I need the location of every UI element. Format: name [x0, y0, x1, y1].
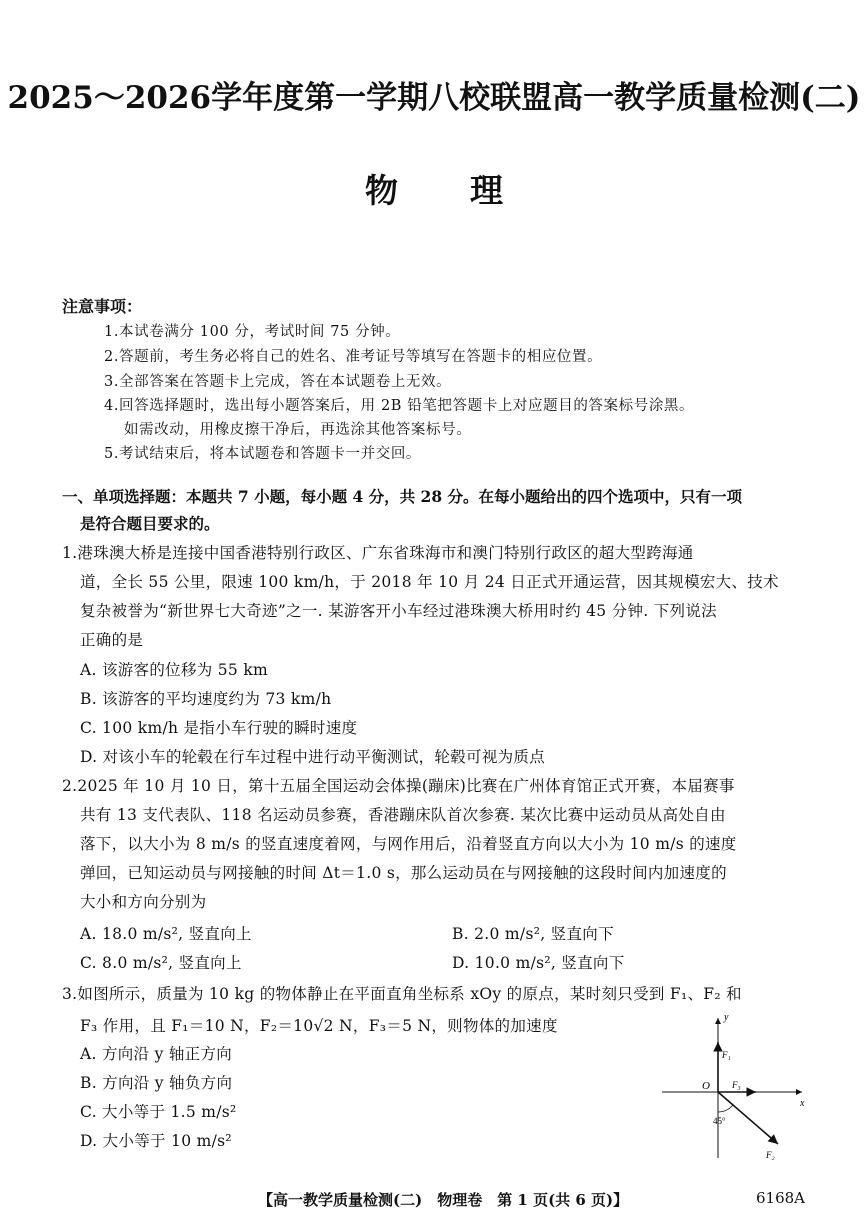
- q2-stem-line: 共有 13 支代表队、118 名运动员参赛，香港蹦床队首次参赛. 某次比赛中运动员从高处自由: [80, 806, 726, 824]
- q1-option-a: A. 该游客的位移为 55 km: [80, 661, 269, 679]
- q2-stem-line: 大小和方向分别为: [80, 893, 207, 911]
- angle-arc: [718, 1105, 733, 1112]
- notice-item: 5.考试结束后，将本试题卷和答题卡一并交回。: [104, 446, 422, 462]
- origin-label: O: [702, 1080, 710, 1092]
- notice-item: 如需改动，用橡皮擦干净后，再选涂其他答案标号。: [124, 422, 472, 438]
- notice-item: 2.答题前，考生务必将自己的姓名、准考证号等填写在答题卡的相应位置。: [104, 349, 603, 365]
- angle-label: 45°: [713, 1116, 726, 1126]
- exam-title: 2025～2026学年度第一学期八校联盟高一教学质量检测(二): [7, 80, 861, 116]
- notice-item: 3.全部答案在答题卡上完成，答在本试题卷上无效。: [104, 374, 452, 390]
- q3-stem-line: F₃ 作用，且 F₁＝10 N，F₂＝10√2 N，F₃＝5 N，则物体的加速度: [80, 1017, 558, 1035]
- page-footer: 【高一教学质量检测(二) 物理卷 第 1 页(共 6 页)】: [258, 1191, 629, 1209]
- x-axis-label: x: [800, 1098, 805, 1109]
- q1-stem-line: 复杂被誉为“新世界七大奇迹”之一. 某游客开小车经过港珠澳大桥用时约 45 分钟. 下列说法: [80, 602, 717, 620]
- q2-stem-line: 2.2025 年 10 月 10 日，第十五届全国运动会体操(蹦床)比赛在广州体育馆正式开赛，本届赛事: [62, 777, 735, 795]
- q1-option-b: B. 该游客的平均速度约为 73 km/h: [80, 690, 332, 708]
- f2-label: F₂: [766, 1150, 775, 1160]
- force-f2-arrow: [718, 1092, 778, 1144]
- notice-item: 4.回答选择题时，选出每小题答案后，用 2B 铅笔把答题卡上对应题目的答案标号涂黑。: [104, 398, 695, 414]
- section-heading: 一、单项选择题：本题共 7 小题，每小题 4 分，共 28 分。在每小题给出的四个选项中，只有一项: [62, 487, 743, 506]
- q3-option-c: C. 大小等于 1.5 m/s²: [80, 1103, 237, 1121]
- q1-stem-line: 1.港珠澳大桥是连接中国香港特别行政区、广东省珠海市和澳门特别行政区的超大型跨海通: [62, 544, 694, 562]
- q2-stem-line: 落下，以大小为 8 m/s 的竖直速度着网，与网作用后，沿着竖直方向以大小为 10 m/s 的速度: [80, 835, 737, 853]
- f3-label: F₃: [732, 1080, 741, 1090]
- q1-stem-line: 道，全长 55 公里，限速 100 km/h，于 2018 年 10 月 24 日正式开通运营，因其规模宏大、技术: [80, 573, 779, 591]
- q1-option-d: D. 对该小车的轮毂在行车过程中进行动平衡测试，轮毂可视为质点: [80, 748, 546, 766]
- exam-code: 6168A: [756, 1189, 806, 1207]
- q3-option-a: A. 方向沿 y 轴正方向: [80, 1045, 233, 1063]
- q3-option-d: D. 大小等于 10 m/s²: [80, 1132, 232, 1150]
- notice-item: 1.本试卷满分 100 分，考试时间 75 分钟。: [104, 324, 401, 340]
- q2-option-c: C. 8.0 m/s², 竖直向上: [80, 954, 242, 972]
- force-diagram: [652, 1012, 812, 1162]
- q1-stem-line: 正确的是: [80, 631, 144, 649]
- subject-title: 物理: [365, 171, 575, 210]
- q3-stem-line: 3.如图所示，质量为 10 kg 的物体静止在平面直角坐标系 xOy 的原点，某时刻只受到 F₁、F₂ 和: [62, 985, 742, 1003]
- f1-label: F₁: [722, 1050, 731, 1060]
- q2-stem-line: 弹回，已知运动员与网接触的时间 Δt＝1.0 s，那么运动员在与网接触的这段时间内加速度的: [80, 864, 727, 882]
- section-heading-cont: 是符合题目要求的。: [80, 514, 220, 533]
- q2-option-d: D. 10.0 m/s², 竖直向下: [452, 954, 625, 972]
- notice-heading: 注意事项：: [62, 297, 143, 316]
- q3-option-b: B. 方向沿 y 轴负方向: [80, 1074, 233, 1092]
- q2-option-b: B. 2.0 m/s², 竖直向下: [452, 925, 614, 943]
- q2-option-a: A. 18.0 m/s², 竖直向上: [80, 925, 252, 943]
- q1-option-c: C. 100 km/h 是指小车行驶的瞬时速度: [80, 719, 358, 737]
- y-axis-label: y: [724, 1012, 729, 1023]
